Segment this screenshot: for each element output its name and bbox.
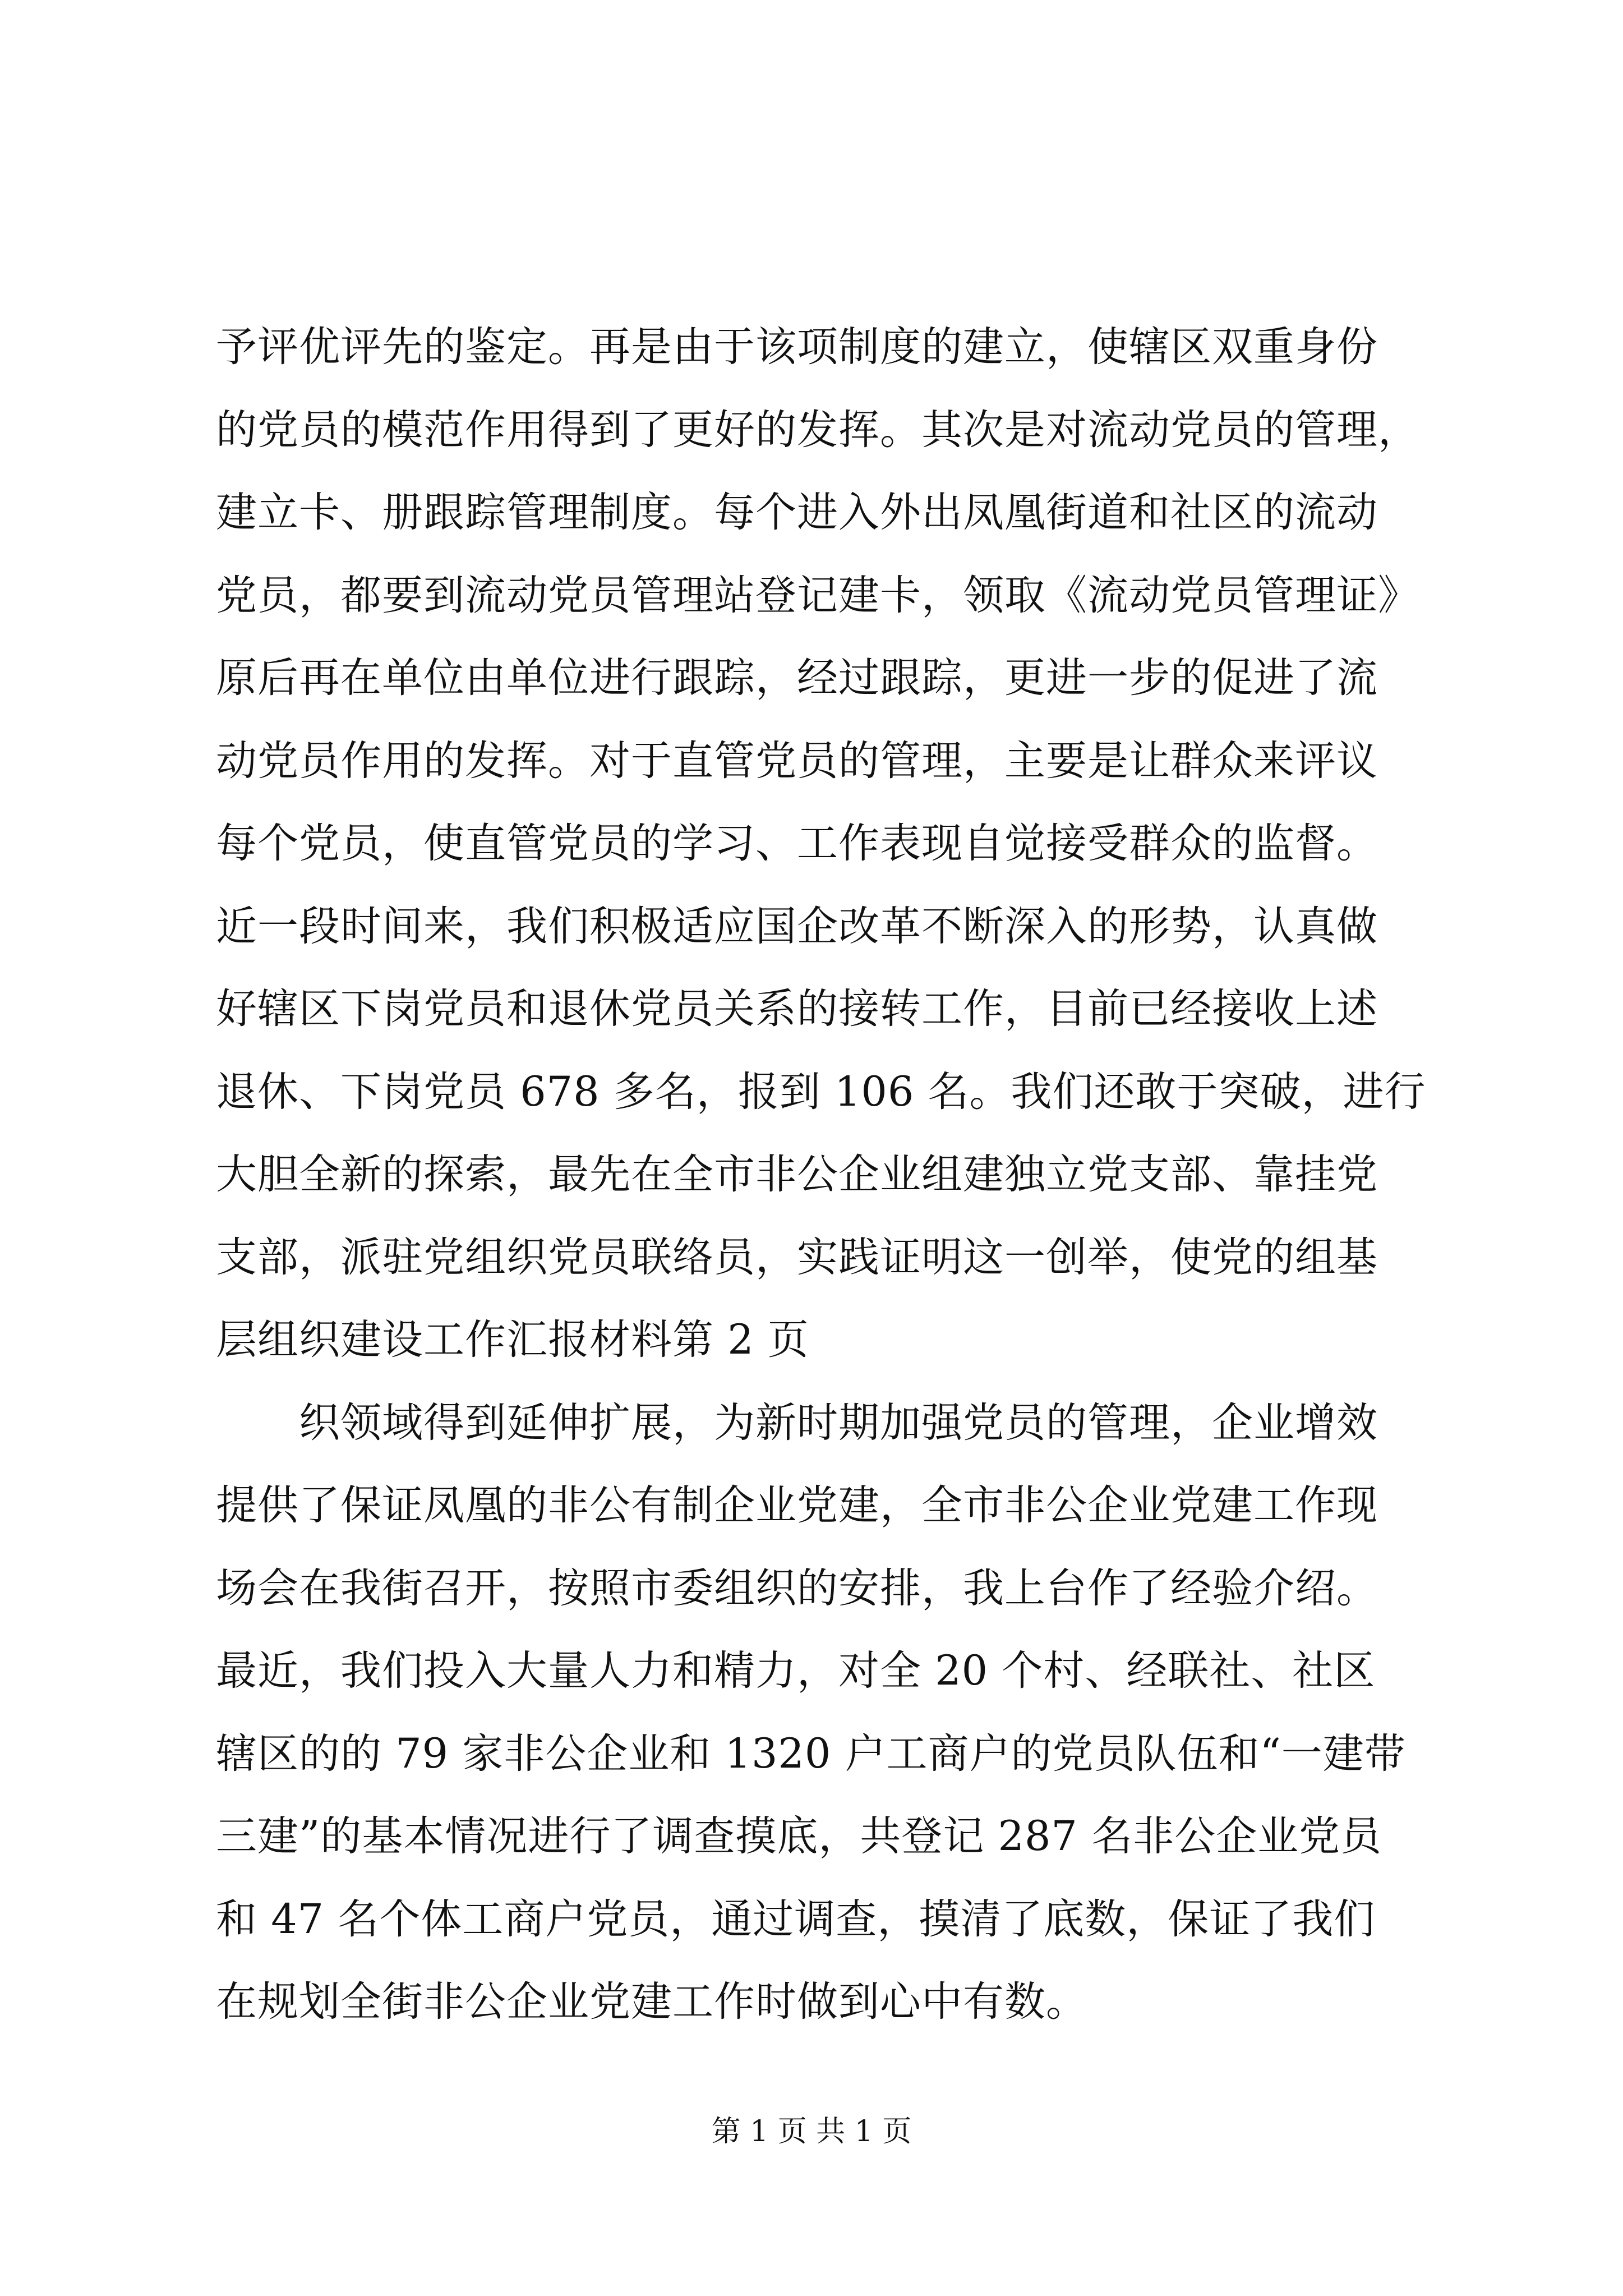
text-line: 在规划全街非公企业党建工作时做到心中有数。 <box>216 1978 1087 2026</box>
text-line: 的党员的模范作用得到了更好的发挥。其次是对流动党员的管理， <box>216 406 1419 454</box>
text-line: 建立卡、册跟踪管理制度。每个进入外出凤凰街道和社区的流动 <box>216 489 1378 536</box>
text-line: 予评优评先的鉴定。再是由于该项制度的建立，使辖区双重身份 <box>216 323 1378 371</box>
text-line: 支部，派驻党组织党员联络员，实践证明这一创举，使党的组基 <box>216 1233 1378 1281</box>
text-line: 动党员作用的发挥。对于直管党员的管理，主要是让群众来评议 <box>216 737 1378 785</box>
text-line: 党员，都要到流动党员管理站登记建卡，领取《流动党员管理证》 <box>216 571 1419 619</box>
text-line: 场会在我街召开，按照市委组织的安排，我上台作了经验介绍。 <box>216 1564 1378 1612</box>
text-line: 近一段时间来，我们积极适应国企改革不断深入的形势，认真做 <box>216 902 1378 950</box>
document-body <box>216 306 1450 2044</box>
text-line: 原后再在单位由单位进行跟踪，经过跟踪，更进一步的促进了流 <box>216 654 1378 702</box>
page-footer: 第 1 页 共 1 页 <box>711 2115 912 2148</box>
text-line: 好辖区下岗党员和退休党员关系的接转工作，目前已经接收上述 <box>216 985 1378 1033</box>
text-line: 大胆全新的探索，最先在全市非公企业组建独立党支部、靠挂党 <box>216 1151 1378 1198</box>
text-line: 三建”的基本情况进行了调查摸底，共登记 287 名非公企业党员 <box>216 1812 1382 1860</box>
text-line: 和 47 名个体工商户党员，通过调查，摸清了底数，保证了我们 <box>216 1895 1376 1943</box>
text-line: 最近，我们投入大量人力和精力，对全 20 个村、经联社、社区 <box>216 1647 1376 1695</box>
text-line: 提供了保证凤凰的非公有制企业党建，全市非公企业党建工作现 <box>216 1481 1378 1529</box>
text-line: 每个党员，使直管党员的学习、工作表现自觉接受群众的监督。 <box>216 820 1378 867</box>
text-line: 辖区的的 79 家非公企业和 1320 户工商户的党员队伍和“一建带 <box>216 1729 1406 1778</box>
text-line: 层组织建设工作汇报材料第 2 页 <box>216 1316 809 1364</box>
text-line: 退休、下岗党员 678 多名，报到 106 名。我们还敢于突破，进行 <box>216 1068 1426 1116</box>
paragraph-start-line: 织领域得到延伸扩展，为新时期加强党员的管理，企业增效 <box>299 1398 1378 1447</box>
